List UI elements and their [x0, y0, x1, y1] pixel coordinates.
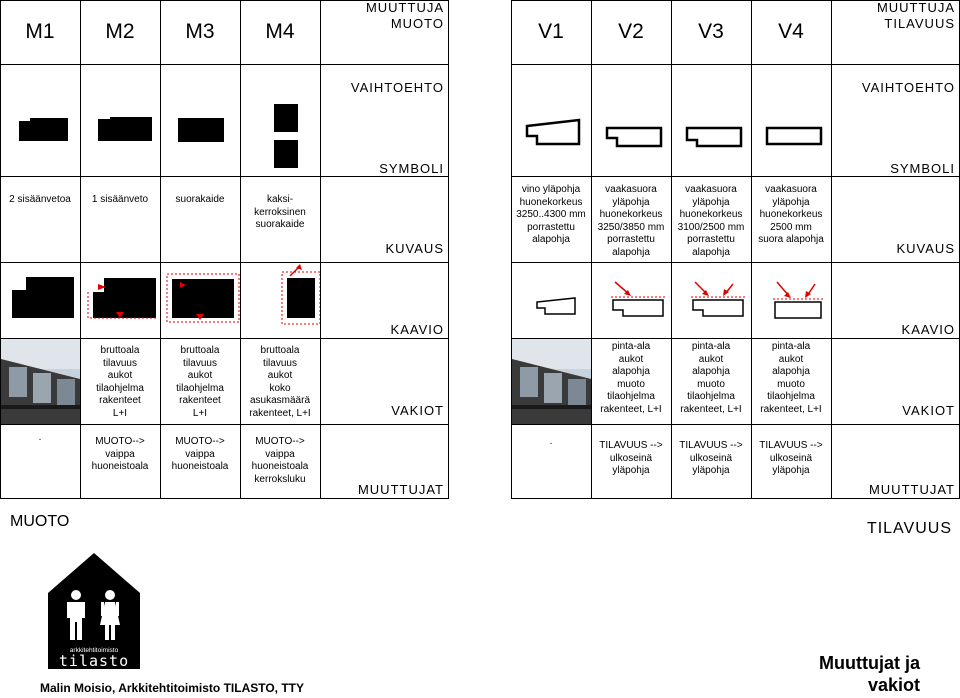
page-title: [740, 652, 920, 696]
label-kaavio: KAAVIO: [390, 322, 444, 337]
corner-title-1: MUUTTUJA: [365, 0, 444, 15]
diagram-m3: [167, 274, 239, 322]
title-line-2: vakiot: [867, 675, 920, 695]
header-v3: V3: [698, 20, 724, 43]
diagram-v1: [537, 298, 575, 314]
plan-rectangle-icon: [178, 118, 224, 142]
var-v3: TILAVUUS --> ulkoseinä yläpohja: [679, 440, 743, 476]
building-photo: [1, 339, 80, 424]
var-v1: .: [549, 436, 553, 447]
section-sloped-roof-icon: [527, 120, 579, 144]
header-m2: M2: [105, 20, 135, 43]
desc-m2: 1 sisäänveto: [91, 194, 149, 205]
section-stepped-floor-icon: [607, 128, 661, 146]
diagram-m4: [282, 262, 320, 324]
title-line-1: Muuttujat ja: [819, 653, 920, 673]
desc-v2: vaakasuora yläpohja huonekorkeus 3250/3850 mm porrastettu alapohja: [597, 184, 665, 258]
diagram-v2: [611, 282, 665, 316]
corner-title-2: MUOTO: [390, 16, 444, 31]
const-m4: bruttoala tilavuus aukot koko asukasmäärä rakenteet, L+I: [249, 345, 311, 419]
logo-brand: tilasto: [58, 652, 130, 669]
var-m1: .: [38, 432, 42, 443]
header-v4: V4: [778, 20, 804, 43]
header-v1: V1: [538, 20, 564, 43]
building-photo: [512, 339, 591, 424]
plan-two-storey-icon: [274, 104, 298, 168]
diagram-v3: [691, 282, 745, 316]
desc-m3: suorakaide: [175, 194, 225, 205]
header-m4: M4: [265, 20, 295, 43]
header-m3: M3: [185, 20, 215, 43]
const-v3: pinta-ala aukot alapohja muoto tilaohjelma rakenteet, L+I: [680, 341, 742, 415]
section-stepped-floor-icon: [687, 128, 741, 146]
diagram-v4: [773, 282, 823, 318]
desc-v1: vino yläpohja huonekorkeus 3250..4300 mm porrastettu alapohja: [516, 184, 586, 245]
const-v4: pinta-ala aukot alapohja muoto tilaohjelma rakenteet, L+I: [760, 341, 822, 415]
var-m2: MUOTO--> vaippa huoneistoala: [91, 436, 149, 472]
diagram-m2: [88, 278, 158, 318]
label-symboli: SYMBOLI: [379, 161, 444, 176]
desc-v3: vaakasuora yläpohja huonekorkeus 3100/2500 mm porrastettu alapohja: [677, 184, 745, 258]
label-muuttujat: MUUTTUJAT: [357, 482, 444, 497]
desc-v4: vaakasuora yläpohja huonekorkeus 2500 mm suora alapohja: [758, 184, 824, 245]
desc-m4: kaksi- kerroksinen suorakaide: [254, 194, 306, 230]
const-m3: bruttoala tilavuus aukot tilaohjelma rakenteet L+I: [176, 345, 224, 419]
header-v2: V2: [618, 20, 644, 43]
label-kuvaus-v: KUVAUS: [896, 241, 955, 256]
label-vakiot: VAKIOT: [391, 403, 444, 418]
label-vaihtoehto: VAIHTOEHTO: [350, 80, 444, 95]
label-vaihtoehto-v: VAIHTOEHTO: [861, 80, 955, 95]
credit-text: Malin Moisio, Arkkitehtitoimisto TILASTO, TTY: [40, 681, 305, 695]
const-v2: pinta-ala aukot alapohja muoto tilaohjelma rakenteet, L+I: [600, 341, 662, 415]
corner-title-2-v: TILAVUUS: [884, 16, 955, 31]
var-m3: MUOTO--> vaippa huoneistoala: [171, 436, 229, 472]
plan-1-setback-icon: [98, 117, 152, 141]
section-flat-icon: [767, 128, 821, 144]
label-kaavio-v: KAAVIO: [901, 322, 955, 337]
label-symboli-v: SYMBOLI: [890, 161, 955, 176]
header-m1: M1: [25, 20, 55, 43]
section-label-muoto: MUOTO: [10, 513, 70, 530]
desc-m1: 2 sisäänvetoa: [9, 194, 71, 205]
label-muuttujat-v: MUUTTUJAT: [868, 482, 955, 497]
var-v4: TILAVUUS --> ulkoseinä yläpohja: [759, 440, 823, 476]
tilavuus-symbols: [511, 90, 831, 170]
tilavuus-diagrams: [511, 262, 831, 338]
muoto-symbols: [0, 90, 320, 170]
logo-small-text: arkkitehtitoimisto: [69, 647, 119, 654]
var-v2: TILAVUUS --> ulkoseinä yläpohja: [599, 440, 663, 476]
house-logo-icon: [48, 553, 140, 669]
diagram-m1: [12, 277, 74, 318]
muoto-diagrams: [0, 262, 320, 338]
label-vakiot-v: VAKIOT: [902, 403, 955, 418]
const-m2: bruttoala tilavuus aukot tilaohjelma rakenteet L+I: [96, 345, 144, 419]
label-kuvaus: KUVAUS: [385, 241, 444, 256]
section-label-tilavuus: TILAVUUS: [866, 520, 952, 537]
plan-2-setbacks-icon: [19, 118, 68, 141]
corner-title-1-v: MUUTTUJA: [876, 0, 955, 15]
var-m4: MUOTO--> vaippa huoneistoala kerroksluku: [251, 436, 309, 485]
